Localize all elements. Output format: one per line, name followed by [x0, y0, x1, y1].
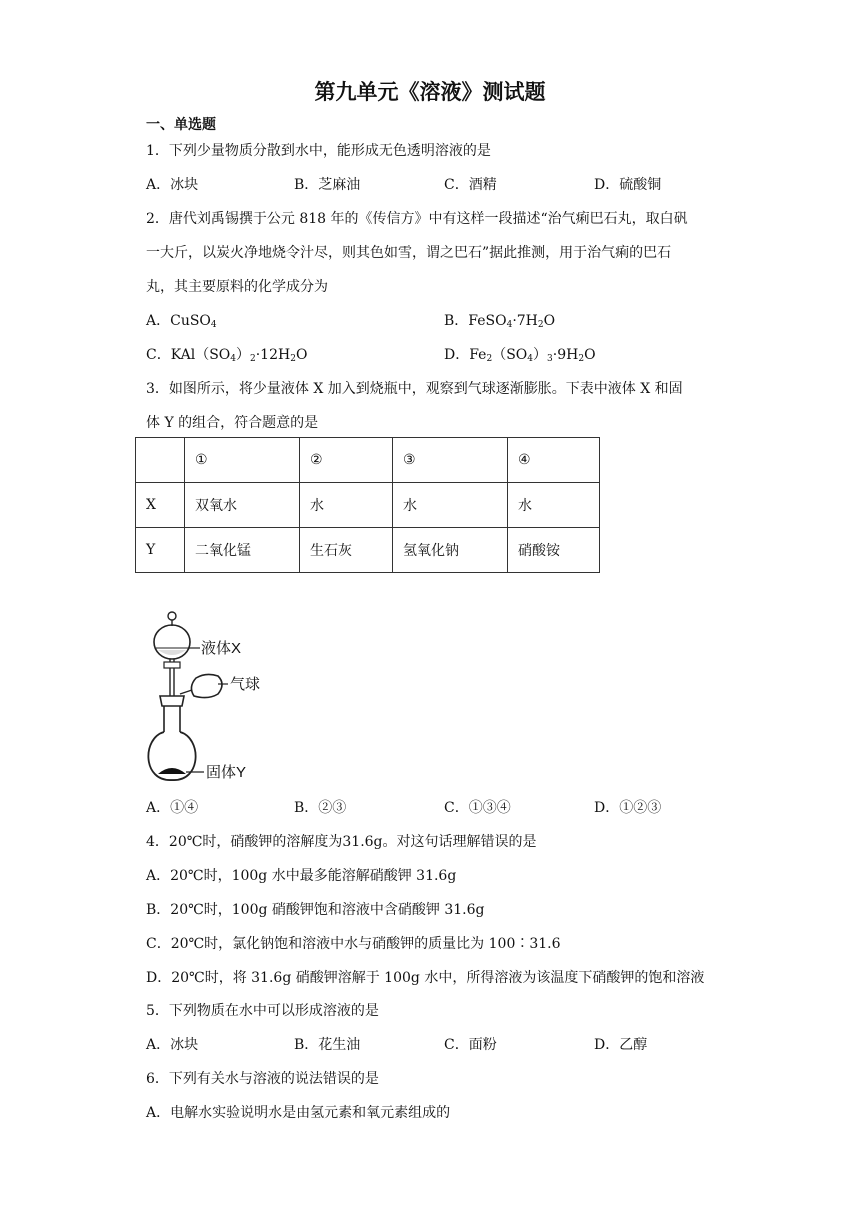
label-liquid-x: 液体X: [201, 640, 242, 657]
q4-option-b: B．20℃时，100g 硝酸钾饱和溶液中含硝酸钾 31.6g: [146, 902, 485, 918]
q1-option-c: C．酒精: [444, 177, 497, 193]
funnel-stopper-icon: [168, 612, 176, 620]
q2-option-a: A．CuSO$_4$: [146, 313, 217, 330]
q5-option-c: C．面粉: [444, 1037, 497, 1053]
q4-option-a: A．20℃时，100g 水中最多能溶解硝酸钾 31.6g: [146, 868, 457, 884]
table-cell: ①: [185, 438, 300, 483]
table-cell: 硝酸铵: [508, 528, 600, 573]
q3-table: [135, 437, 600, 573]
table-cell: 水: [508, 483, 600, 528]
q3-option-a: A．①④: [146, 800, 199, 816]
q2-option-c: C．$KAl(SO_4)_2\cdot 12H_2O$: [146, 347, 308, 364]
q3-option-d: D．①②③: [594, 800, 662, 816]
q6-option-a: A．电解水实验说明水是由氢元素和氧元素组成的: [146, 1105, 451, 1121]
q5-stem: 5．下列物质在水中可以形成溶液的是: [146, 1003, 379, 1019]
table-row: [136, 483, 600, 528]
label-solid-y: 固体Y: [206, 764, 247, 781]
table-cell: 氢氧化钠: [393, 528, 508, 573]
q4-stem: 4．20℃时，硝酸钾的溶解度为31.6g。对这句话理解错误的是: [146, 834, 537, 850]
table-cell: 生石灰: [300, 528, 393, 573]
q5-option-d: D．乙醇: [594, 1037, 648, 1053]
table-header-row: [136, 438, 600, 483]
flask-apparatus-figure: [140, 606, 260, 782]
q2-stem-line2: 一大斤，以炭火净地烧令汁尽，则其色如雪，谓之巴石”据此推测，用于治气痢的巴石: [146, 245, 672, 261]
q1-option-b: B．芝麻油: [294, 177, 361, 193]
table-cell: Y: [136, 528, 185, 573]
solid-y-icon: [158, 768, 186, 774]
rubber-stopper-icon: [160, 696, 184, 706]
q2-stem-line1: 2．唐代刘禹锡撰于公元 818 年的《传信方》中有这样一段描述“治气痢巴石丸，取白矾: [146, 211, 688, 227]
table-cell: ③: [393, 438, 508, 483]
q3-stem-line2: 体 Y 的组合，符合题意的是: [146, 415, 319, 431]
q3-stem-line1: 3．如图所示，将少量液体 X 加入到烧瓶中，观察到气球逐渐膨胀。下表中液体 X 和固: [146, 381, 683, 397]
table-cell: ④: [508, 438, 600, 483]
table-cell: [136, 438, 185, 483]
q2-stem-line3: 丸，其主要原料的化学成分为: [146, 279, 328, 295]
q5-option-b: B．花生油: [294, 1037, 361, 1053]
q1-option-a: A．冰块: [146, 177, 199, 193]
q3-option-b: B．②③: [294, 800, 347, 816]
table-row: [136, 528, 600, 573]
table-cell: 二氧化锰: [185, 528, 300, 573]
q5-option-a: A．冰块: [146, 1037, 199, 1053]
q2-option-d: D．$Fe_2(SO_4)_3\cdot 9H_2O$: [444, 347, 596, 364]
q1-stem: 1．下列少量物质分散到水中，能形成无色透明溶液的是: [146, 143, 491, 159]
balloon-icon: [191, 674, 222, 697]
section-heading: 一、单选题: [146, 117, 216, 133]
q3-option-c: C．①③④: [444, 800, 511, 816]
table-cell: ②: [300, 438, 393, 483]
q2-option-b: B．$FeSO_4\cdot 7H_2O$: [444, 313, 556, 330]
table-cell: X: [136, 483, 185, 528]
table-cell: 水: [393, 483, 508, 528]
q4-option-c: C．20℃时，氯化钠饱和溶液中水与硝酸钾的质量比为 100∶31.6: [146, 936, 561, 952]
table-cell: 水: [300, 483, 393, 528]
q1-option-d: D．硫酸铜: [594, 177, 662, 193]
table-cell: 双氧水: [185, 483, 300, 528]
q6-stem: 6．下列有关水与溶液的说法错误的是: [146, 1071, 379, 1087]
stopcock-icon: [164, 662, 180, 668]
page-title: 第九单元《溶液》测试题: [314, 80, 546, 104]
label-balloon: 气球: [230, 676, 260, 693]
q4-option-d: D．20℃时，将 31.6g 硝酸钾溶解于 100g 水中，所得溶液为该温度下硝酸钾的饱和溶液: [146, 970, 705, 986]
